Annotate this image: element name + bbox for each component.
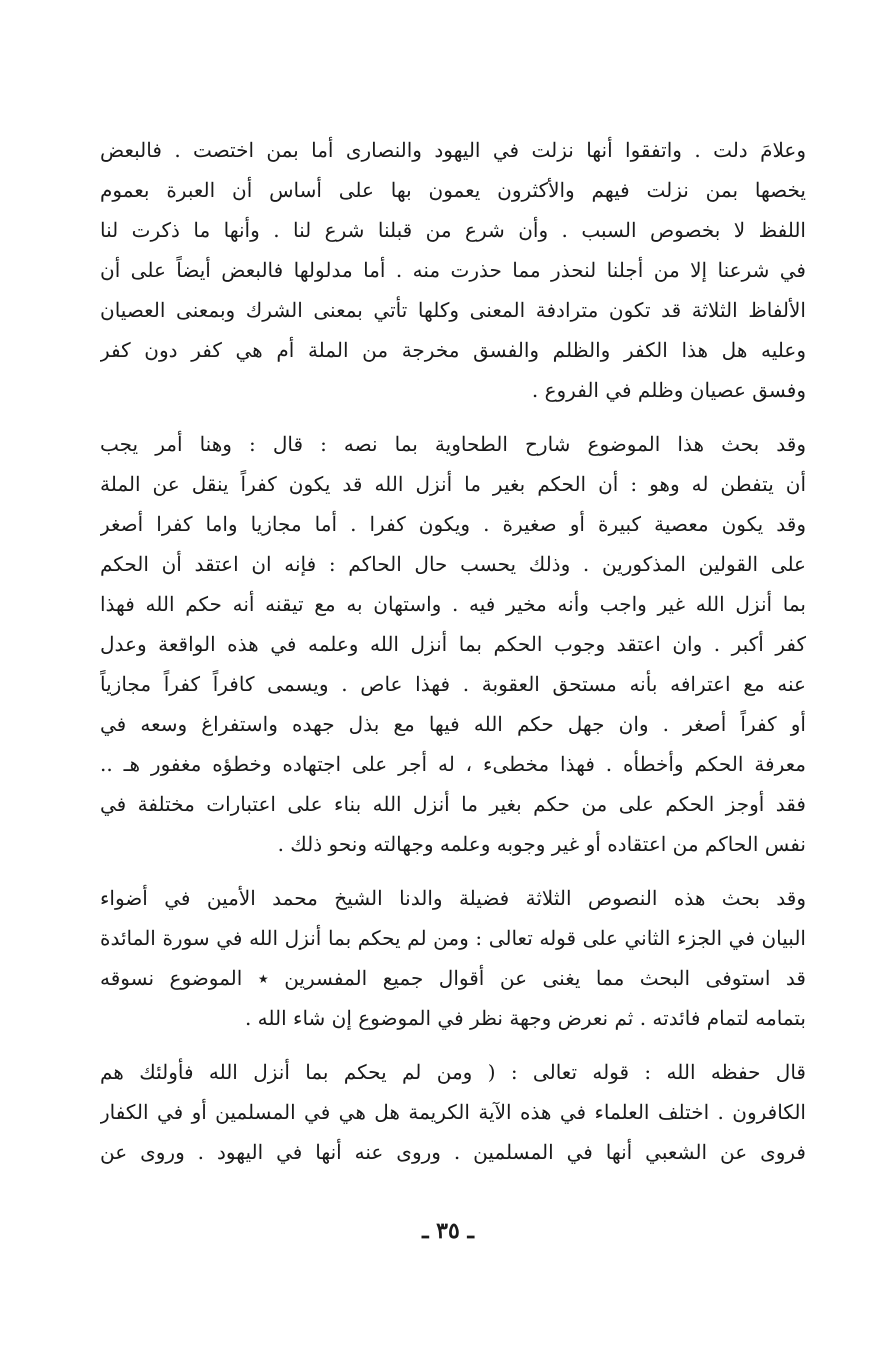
- page-body: [100, 130, 806, 1186]
- text-line: الألفاظ الثلاثة قد تكون مترادفة المعنى وكلها تأتي بمعنى الشرك وبمعنى العصيان: [100, 298, 806, 322]
- text-line: يخصها بمن نزلت فيهم والأكثرون يعمون بها على أساس أن العبرة بعموم: [100, 178, 806, 202]
- text-line: أن يتفطن له وهو : أن الحكم بغير ما أنزل الله قد يكون كفراً ينقل عن الملة: [100, 472, 806, 496]
- text-line: اللفظ لا بخصوص السبب . وأن شرع من قبلنا شرع لنا . وأنها ما ذكرت لنا: [100, 218, 806, 242]
- text-line: قال حفظه الله : قوله تعالى : ( ومن لم يحكم بما أنزل الله فأولئك هم: [100, 1060, 806, 1084]
- text-line: في شرعنا إلا من أجلنا لنحذر مما حذرت منه . أما مدلولها فالبعض أيضاً على أن: [100, 258, 806, 282]
- text-line: وقد بحث هذا الموضوع شارح الطحاوية بما نصه : قال : وهنا أمر يجب: [100, 432, 806, 456]
- text-line: وقد بحث هذه النصوص الثلاثة فضيلة والدنا الشيخ محمد الأمين في أضواء: [100, 886, 806, 910]
- paragraph-2: [100, 424, 806, 864]
- text-line: قد استوفى البحث مما يغنى عن أقوال جميع المفسرين ٭ الموضوع نسوقه: [100, 966, 806, 990]
- text-line: الكافرون . اختلف العلماء في هذه الآية الكريمة هل هي في المسلمين أو في الكفار: [100, 1100, 806, 1124]
- text-line: فروى عن الشعبي أنها في المسلمين . وروى عنه أنها في اليهود . وروى عن: [100, 1140, 806, 1164]
- text-line: وعلامَ دلت . واتفقوا أنها نزلت في اليهود والنصارى أما بمن اختصت . فالبعض: [100, 138, 806, 162]
- page-number: ـ ٣٥ ـ: [422, 1218, 474, 1244]
- paragraph-4: [100, 1052, 806, 1172]
- text-line: بما أنزل الله غير واجب وأنه مخير فيه . واستهان به مع تيقنه أنه حكم الله فهذا: [100, 592, 806, 616]
- text-line: وقد يكون معصية كبيرة أو صغيرة . ويكون كفرا . أما مجازيا واما كفرا أصغر: [100, 512, 806, 536]
- text-line: وعليه هل هذا الكفر والظلم والفسق مخرجة من الملة أم هي كفر دون كفر: [100, 338, 806, 362]
- text-line: البيان في الجزء الثاني على قوله تعالى : ومن لم يحكم بما أنزل الله في سورة المائدة: [100, 926, 806, 950]
- paragraph-1: [100, 130, 806, 410]
- text-line: بتمامه لتمام فائدته . ثم نعرض وجهة نظر في الموضوع إن شاء الله .: [244, 1006, 806, 1030]
- text-line: على القولين المذكورين . وذلك يحسب حال الحاكم : فإنه ان اعتقد أن الحكم: [100, 552, 806, 576]
- text-line: عنه مع اعترافه بأنه مستحق العقوبة . فهذا عاص . ويسمى كافراً كفراً مجازياً: [100, 672, 806, 696]
- text-line: فقد أوجز الحكم على من حكم بغير ما أنزل الله بناء على اعتبارات مختلفة في: [100, 792, 806, 816]
- text-line: نفس الحاكم من اعتقاده أو غير وجوبه وعلمه وجهالته ونحو ذلك .: [277, 832, 806, 856]
- text-line: كفر أكبر . وان اعتقد وجوب الحكم بما أنزل الله وعلمه في هذه الواقعة وعدل: [100, 632, 806, 656]
- text-line: معرفة الحكم وأخطأه . فهذا مخطىء ، له أجر على اجتهاده وخطؤه مغفور هـ ..: [100, 752, 806, 776]
- text-line: أو كفراً أصغر . وان جهل حكم الله فيها مع بذل جهده واستفراغ وسعه في: [100, 712, 806, 736]
- text-line: وفسق عصيان وظلم في الفروع .: [531, 378, 806, 402]
- paragraph-3: [100, 878, 806, 1038]
